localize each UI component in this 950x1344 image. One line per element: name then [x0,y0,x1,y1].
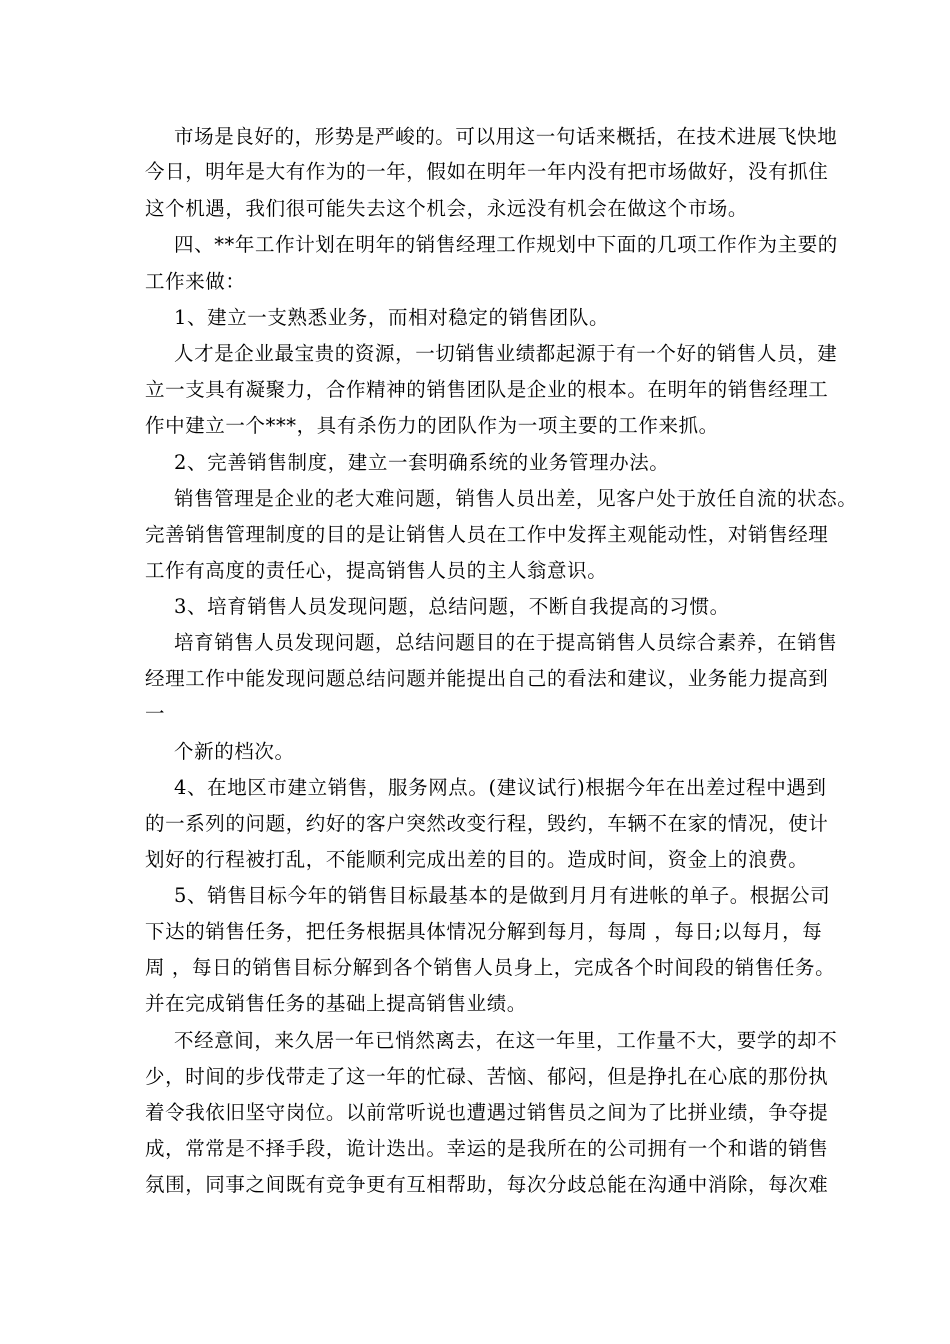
text-line: 划好的行程被打乱，不能顺利完成出差的目的。造成时间，资金上的浪费。 [145,848,809,871]
text-line: 5、销售目标今年的销售目标最基本的是做到月月有进帐的单子。根据公司 [174,884,831,907]
text-line: 下达的销售任务，把任务根据具体情况分解到每月，每周 ，每日;以每月，每 [145,920,823,943]
text-line: 着令我依旧坚守岗位。以前常听说也遭遇过销售员之间为了比拼业绩，争夺提 [145,1101,829,1124]
text-line: 周 ，每日的销售目标分解到各个销售人员身上，完成各个时间段的销售任务。 [145,956,836,979]
text-line: 并在完成销售任务的基础上提高销售业绩。 [145,992,527,1015]
text-line: 的一系列的问题，约好的客户突然改变行程，毁约，车辆不在家的情况，使计 [145,812,829,835]
text-line: 今日，明年是大有作为的一年，假如在明年一年内没有把市场做好，没有抓住 [145,160,829,183]
text-line: 培育销售人员发现问题，总结问题目的在于提高销售人员综合素养，在销售 [174,631,838,654]
text-line: 个新的档次。 [174,740,295,763]
text-line: 2、完善销售制度，建立一套明确系统的业务管理办法。 [174,451,670,474]
text-line: 完善销售管理制度的目的是让销售人员在工作中发挥主观能动性，对销售经理 [145,523,829,546]
text-line: 一 [145,702,166,725]
text-line: 立一支具有凝聚力，合作精神的销售团队是企业的根本。在明年的销售经理工 [145,378,829,401]
text-line: 不经意间，来久居一年已悄然离去，在这一年里，工作量不大，要学的却不 [174,1029,838,1052]
text-line: 4、在地区市建立销售，服务网点。(建议试行)根据今年在出差过程中遇到 [174,776,827,799]
text-line: 氛围，同事之间既有竞争更有互相帮助，每次分歧总能在沟通中消除，每次难 [145,1173,829,1196]
text-line: 3、培育销售人员发现问题，总结问题，不断自我提高的习惯。 [174,595,730,618]
text-line: 成，常常是不择手段，诡计迭出。幸运的是我所在的公司拥有一个和谐的销售 [145,1137,829,1160]
text-line: 1、建立一支熟悉业务，而相对稳定的销售团队。 [174,306,610,329]
text-line: 销售管理是企业的老大难问题，销售人员出差，见客户处于放任自流的状态。 [174,487,858,510]
text-line: 少，时间的步伐带走了这一年的忙碌、苦恼、郁闷，但是挣扎在心底的那份执 [145,1065,829,1088]
text-line: 经理工作中能发现问题总结问题并能提出自己的看法和建议，业务能力提高到 [145,667,829,690]
text-line: 人才是企业最宝贵的资源，一切销售业绩都起源于有一个好的销售人员，建 [174,342,838,365]
text-line: 工作有高度的责任心，提高销售人员的主人翁意识。 [145,559,608,582]
text-line: 作中建立一个***，具有杀伤力的团队作为一项主要的工作来抓。 [145,414,719,437]
text-line: 市场是良好的，形势是严峻的。可以用这一句话来概括，在技术进展飞快地 [174,125,838,148]
text-line: 四、**年工作计划在明年的销售经理工作规划中下面的几项工作作为主要的 [174,233,838,256]
text-line: 工作来做： [145,270,246,293]
text-line: 这个机遇，我们很可能失去这个机会，永远没有机会在做这个市场。 [145,197,749,220]
